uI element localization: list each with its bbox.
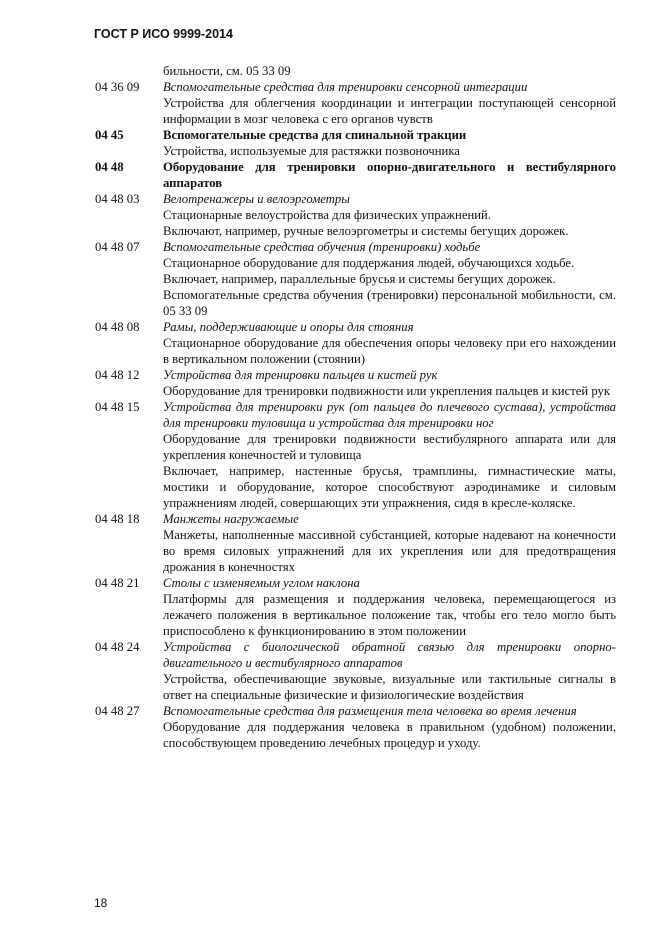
entry-04-45 — [95, 127, 616, 159]
entry-04-48-03 — [95, 191, 616, 239]
entry-04-48-27 — [95, 703, 616, 751]
entry-code: 04 48 18 — [95, 512, 140, 526]
entry-04-48-07 — [95, 239, 616, 319]
entry-note: Включают, например, ручные велоэргометры и системы бегущих дорожек. — [163, 224, 569, 238]
entry-04-48-18 — [95, 511, 616, 575]
entry-code: 04 48 07 — [95, 240, 140, 254]
entry-code: 04 48 15 — [95, 400, 140, 414]
entry-code: 04 48 — [95, 160, 124, 174]
entry-title: Вспомогательные средства для тренировки сенсорной интеграции — [163, 80, 528, 94]
entry-description: Стационарные велоустройства для физических упражнений. — [163, 208, 491, 222]
continuation-line — [95, 63, 616, 79]
entry-title: Столы с изменяемым углом наклона — [163, 576, 360, 590]
continuation-text: бильности, см. 05 33 09 — [163, 64, 291, 78]
entry-note: Включает, например, параллельные брусья и системы бегущих дорожек. — [163, 272, 556, 286]
entry-title: Рамы, поддерживающие и опоры для стояния — [163, 320, 414, 334]
entry-description: Устройства для облегчения координации и интеграции поступающей сенсорной информации в мозг человека с его органов чувств — [163, 96, 616, 126]
entry-code: 04 48 08 — [95, 320, 140, 334]
entry-title: Велотренажеры и велоэргометры — [163, 192, 350, 206]
entry-title: Устройства для тренировки пальцев и кистей рук — [163, 368, 438, 382]
entry-description: Стационарное оборудование для поддержания людей, обучающихся ходьбе. — [163, 256, 575, 270]
entry-title: Вспомогательные средства для размещения тела человека во время лечения — [163, 704, 577, 718]
entry-note: Включает, например, настенные брусья, трамплины, гимнастические маты, мостики и оборудование, которое способствуют аэродинамике и силовым упражнениям людей, совершающих эти упражнения, сидя в кресле-коляске. — [163, 464, 616, 510]
entry-04-48-24 — [95, 639, 616, 703]
entry-04-48-21 — [95, 575, 616, 639]
entry-code: 04 36 09 — [95, 80, 140, 94]
entry-title: Устройства для тренировки рук (от пальцев до плечевого сустава), устройства для тренировки туловища и устройства для тренировки ног — [163, 400, 616, 430]
entry-title: Вспомогательные средства для спинальной тракции — [163, 128, 467, 142]
entry-description: Устройства, обеспечивающие звуковые, визуальные или тактильные сигналы в ответ на специальные физические и физиологические воздействия — [163, 672, 616, 702]
entry-04-48-15 — [95, 399, 616, 511]
entry-title: Устройства с биологической обратной связью для тренировки опорнодвигательного и вестибулярного аппаратов — [163, 640, 616, 670]
entry-code: 04 48 12 — [95, 368, 140, 382]
classification-list — [95, 63, 616, 751]
entry-title: Вспомогательные средства обучения (тренировки) ходьбе — [163, 240, 481, 254]
entry-reference: Вспомогательные средства обучения (тренировки) персональной мобильности, см. 05 33 09 — [163, 288, 616, 318]
entry-code: 04 45 — [95, 128, 124, 142]
entry-code: 04 48 27 — [95, 704, 140, 718]
entry-description: Оборудование для тренировки подвижности или укрепления пальцев и кистей рук — [163, 384, 611, 398]
entry-title: Манжеты нагружаемые — [163, 512, 299, 526]
page-number: 18 — [94, 896, 108, 910]
document-header: ГОСТ Р ИСО 9999-2014 — [94, 27, 233, 41]
entry-code: 04 48 21 — [95, 576, 140, 590]
entry-description: Манжеты, наполненные массивной субстанцией, которые надевают на конечности во время силовых упражнений для их укрепления или для предотвращения дрожания в конечностях — [163, 528, 616, 574]
entry-code: 04 48 24 — [95, 640, 140, 654]
entry-04-48-12 — [95, 367, 616, 399]
entry-description: Оборудование для тренировки подвижности вестибулярного аппарата или для укрепления конечностей и туловища — [163, 432, 616, 462]
entry-04-48-08 — [95, 319, 616, 367]
entry-description: Платформы для размещения и поддержания человека, перемещающегося из лежачего положения в вертикальное положение так, чтобы его тело могло быть приспособлено к функционированию в этом положении — [163, 592, 616, 638]
entry-code: 04 48 03 — [95, 192, 140, 206]
entry-04-36-09 — [95, 79, 616, 127]
entry-title: Оборудование для тренировки опорно-двигательного и вестибулярного аппаратов — [163, 160, 616, 190]
entry-04-48 — [95, 159, 616, 191]
entry-description: Стационарное оборудование для обеспечения опоры человеку при его нахождении в вертикальном положении (стоянии) — [163, 336, 616, 366]
entry-description: Устройства, используемые для растяжки позвоночника — [163, 144, 460, 158]
entry-description: Оборудование для поддержания человека в правильном (удобном) положении, способствующем проведению лечебных процедур и уходу. — [163, 720, 616, 750]
